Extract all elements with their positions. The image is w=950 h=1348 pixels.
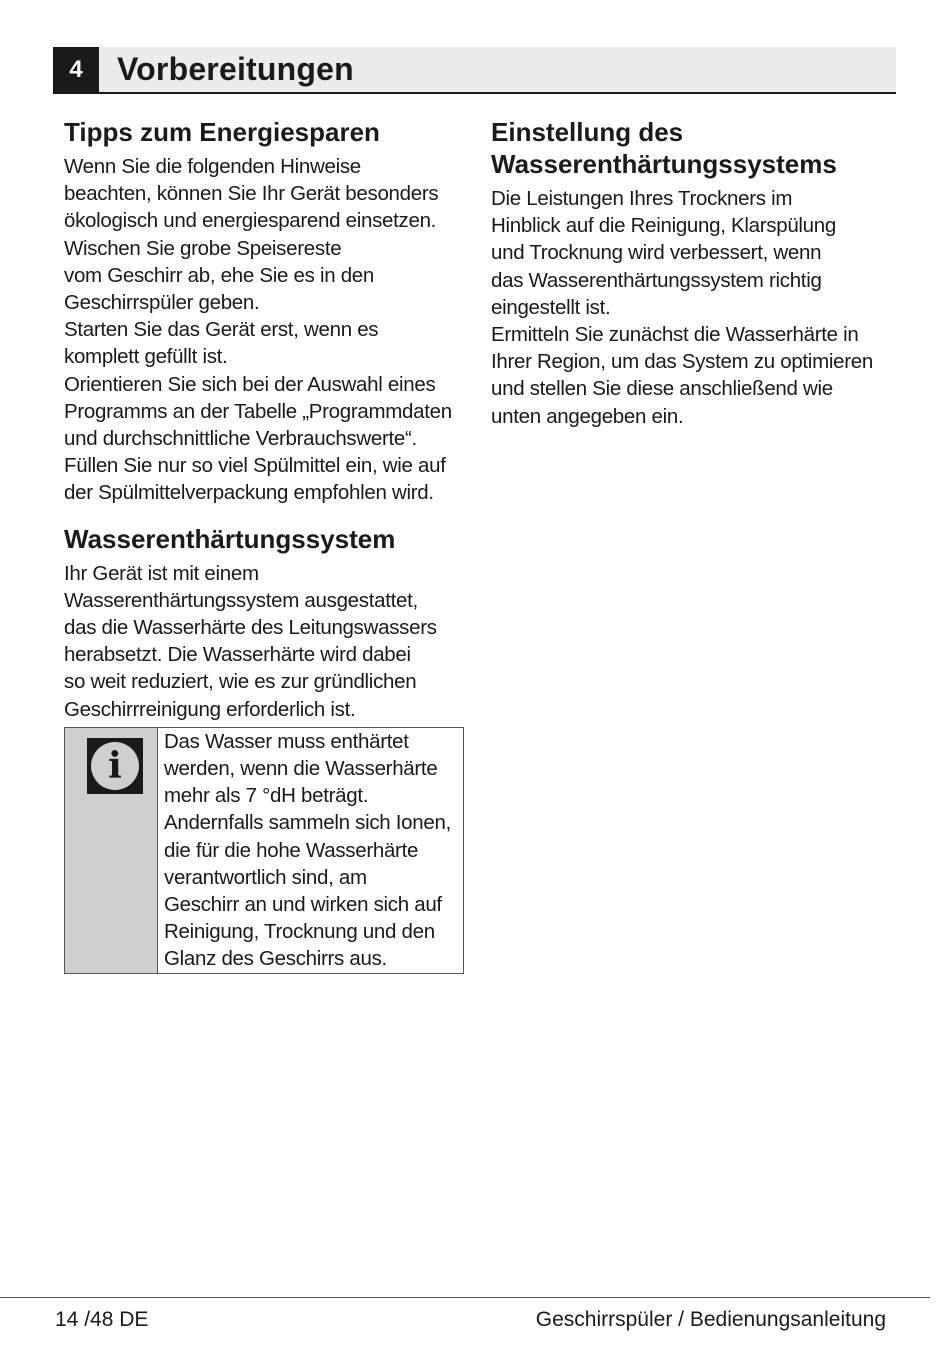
text-line: Wasserenthärtungssystem ausgestattet, xyxy=(64,588,418,612)
left-column xyxy=(64,116,464,974)
footer-divider xyxy=(0,1297,930,1298)
text-line: Ihrer Region, um das System zu optimieren xyxy=(491,350,873,374)
energy-tips-heading: Tipps zum Energiesparen xyxy=(64,117,380,147)
text-line: herabsetzt. Die Wasserhärte wird dabei xyxy=(64,643,411,667)
text-line: Ihr Gerät ist mit einem xyxy=(64,561,259,585)
info-icon-glyph: i xyxy=(108,744,122,787)
chapter-header xyxy=(53,47,896,94)
water-softening-heading: Wasserenthärtungssystem xyxy=(64,523,396,554)
text-line: Ermitteln Sie zunächst die Wasserhärte in xyxy=(491,323,859,347)
text-line: werden, wenn die Wasserhärte xyxy=(164,757,438,781)
page-number: 14 /48 DE xyxy=(55,1308,149,1331)
text-line: Programms an der Tabelle „Programmdaten xyxy=(64,399,452,423)
text-line: der Spülmittelverpackung empfohlen wird. xyxy=(64,481,434,505)
softening-setting-heading xyxy=(491,116,891,180)
text-line: mehr als 7 °dH beträgt. xyxy=(164,784,369,808)
heading-line: Einstellung des xyxy=(491,117,684,147)
text-line: Geschirr an und wirken sich auf xyxy=(164,893,442,917)
text-line: Orientieren Sie sich bei der Auswahl eines xyxy=(64,372,436,396)
info-note-box xyxy=(64,727,464,974)
info-icon xyxy=(87,738,143,794)
section-gap xyxy=(64,507,464,523)
text-line: Geschirrspüler geben. xyxy=(64,291,260,315)
chapter-title: Vorbereitungen xyxy=(117,51,354,87)
text-line: Hinblick auf die Reinigung, Klarspülung xyxy=(491,214,836,238)
text-line: komplett gefüllt ist. xyxy=(64,345,228,369)
energy-tips-text xyxy=(64,153,464,507)
info-note-text xyxy=(158,728,463,973)
text-line: Geschirrreinigung erforderlich ist. xyxy=(64,697,356,721)
heading-line: Wasserenthärtungssystems xyxy=(491,149,837,179)
text-line: verantwortlich sind, am xyxy=(164,865,367,889)
text-line: die für die hohe Wasserhärte xyxy=(164,838,419,862)
softening-setting-text xyxy=(491,185,891,430)
right-column xyxy=(491,116,891,430)
text-line: das Wasserenthärtungssystem richtig xyxy=(491,268,822,292)
text-line: und stellen Sie diese anschließend wie xyxy=(491,377,833,401)
text-line: Die Leistungen Ihres Trockners im xyxy=(491,187,793,210)
water-softening-text xyxy=(64,560,464,723)
document-title: Geschirrspüler / Bedienungsanleitung xyxy=(535,1308,886,1331)
text-line: Andernfalls sammeln sich Ionen, xyxy=(164,811,451,835)
text-line: Wischen Sie grobe Speisereste xyxy=(64,236,342,260)
text-line: das die Wasserhärte des Leitungswassers xyxy=(64,616,437,640)
text-line: so weit reduziert, wie es zur gründlichen xyxy=(64,670,417,694)
text-line: Wenn Sie die folgenden Hinweise xyxy=(64,155,361,178)
info-note-sidebar xyxy=(65,728,158,973)
text-line: und Trocknung wird verbessert, wenn xyxy=(491,241,822,265)
softening-setting-section xyxy=(491,116,891,430)
energy-tips-section xyxy=(64,116,464,507)
text-line: Starten Sie das Gerät erst, wenn es xyxy=(64,318,379,342)
text-line: eingestellt ist. xyxy=(491,295,611,319)
water-softening-section xyxy=(64,523,464,974)
text-line: und durchschnittliche Verbrauchswerte“. xyxy=(64,427,417,451)
text-line: Glanz des Geschirrs aus. xyxy=(164,947,387,971)
text-line: beachten, können Sie Ihr Gerät besonders xyxy=(64,182,439,206)
chapter-number: 4 xyxy=(53,47,99,92)
text-line: Das Wasser muss enthärtet xyxy=(164,729,409,753)
text-line: unten angegeben ein. xyxy=(491,404,684,428)
info-icon-disc xyxy=(91,742,139,790)
text-line: vom Geschirr ab, ehe Sie es in den xyxy=(64,263,374,287)
text-line: Reinigung, Trocknung und den xyxy=(164,920,435,944)
text-line: Füllen Sie nur so viel Spülmittel ein, wie auf xyxy=(64,454,446,478)
text-line: ökologisch und energiesparend einsetzen. xyxy=(64,209,437,233)
